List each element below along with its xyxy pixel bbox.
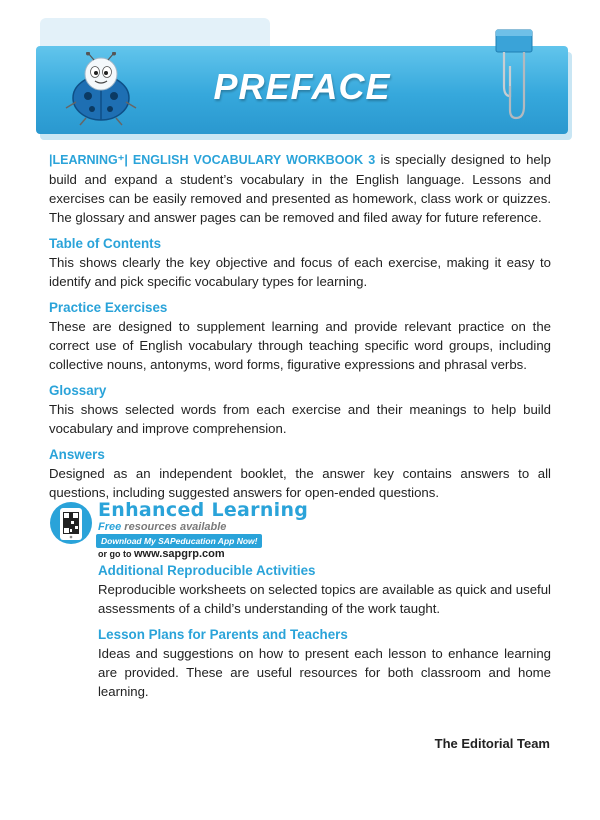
intro-text: is specially designed to help build and expand a student’s vocabulary in the English language. Lessons and exercises can be easily removed and presented as homework, class work or quizzes. The glossary and answer pages can be removed and filed away for future reference. [49, 152, 551, 225]
enhanced-resources-list [98, 562, 551, 709]
app-qr-icon [49, 499, 93, 547]
section-answers [49, 446, 551, 502]
binder-clip-icon [494, 26, 534, 122]
section-table-of-contents [49, 235, 551, 291]
section-body: These are designed to supplement learning and provide relevant practice on the correct use of English vocabulary through teaching specific word groups, including collective nouns, antonyms, word forms, figurative expressions and phrasal verbs. [49, 319, 551, 372]
download-app-button[interactable]: Download My SAPeducation App Now! [96, 534, 262, 548]
section-body: Reproducible worksheets on selected topics are available as quick and useful assessments of a child’s understanding of the work taught. [98, 582, 551, 616]
website-link[interactable]: www.sapgrp.com [134, 548, 225, 560]
section-heading: Practice Exercises [49, 300, 168, 315]
section-reproducible-activities [98, 562, 551, 618]
section-heading: Lesson Plans for Parents and Teachers [98, 627, 348, 642]
page-title: PREFACE [213, 66, 391, 107]
enhanced-learning-block [49, 497, 349, 567]
free-resources-text [98, 521, 226, 533]
section-body: This shows clearly the key objective and focus of each exercise, making it easy to identify and pick specific vocabulary types for learning. [49, 255, 551, 289]
book-title: |LEARNING⁺| ENGLISH VOCABULARY WORKBOOK 3 [49, 153, 376, 167]
enhanced-learning-title: Enhanced Learning [98, 499, 309, 521]
section-body: This shows selected words from each exercise and their meanings to help build vocabulary and improve comprehension. [49, 402, 551, 436]
free-rest: resources available [121, 521, 227, 533]
signoff: The Editorial Team [434, 736, 550, 751]
ladybug-mascot-icon [62, 52, 140, 126]
intro-paragraph [49, 150, 551, 227]
section-body: Designed as an independent booklet, the answer key contains answers to all questions, including suggested answers for open-ended questions. [49, 466, 551, 500]
free-word: Free [98, 521, 122, 533]
goto-label: or go to [98, 549, 134, 559]
section-body: Ideas and suggestions on how to present each lesson to enhance learning are provided. These are useful resources for both classroom and home learning. [98, 646, 551, 699]
section-heading: Answers [49, 447, 105, 462]
section-glossary [49, 382, 551, 438]
section-heading: Additional Reproducible Activities [98, 563, 316, 578]
section-lesson-plans [98, 626, 551, 701]
goto-website-text [98, 548, 225, 560]
preface-content [49, 150, 551, 510]
section-heading: Table of Contents [49, 236, 162, 251]
section-heading: Glossary [49, 383, 107, 398]
section-practice-exercises [49, 299, 551, 374]
